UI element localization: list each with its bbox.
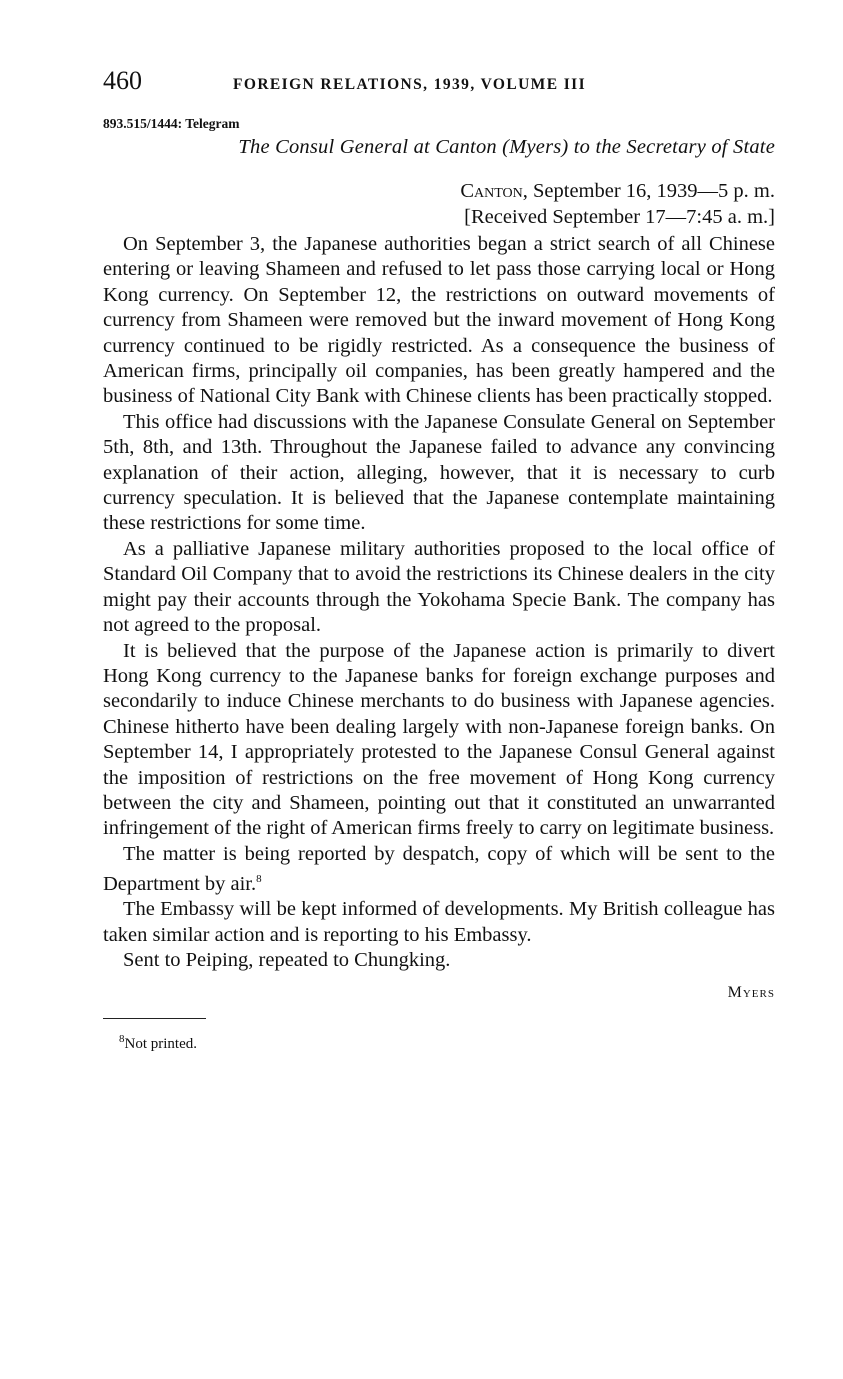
telegram-body	[103, 232, 775, 974]
page-header	[103, 66, 775, 102]
dateline-date: , September 16, 1939—5 p. m.	[522, 180, 775, 202]
document-page	[103, 66, 775, 1053]
document-title: The Consul General at Canton (Myers) to the Secretary of State	[238, 136, 775, 158]
paragraph: On September 3, the Japanese authorities began a strict search of all Chinese entering or leaving Shameen and refused to let pass those carrying local or Hong Kong currency. On September 12, the restrictions on outward movements of currency from Shameen were removed but the inward movement of Hong Kong currency continued to be rigidly restricted. As a consequence the business of American firms, principally oil companies, has been greatly hampered and the business of National City Bank with Chinese clients has been practically stopped.	[103, 233, 775, 408]
paragraph	[103, 842, 775, 898]
file-reference: 893.515/1444: Telegram	[103, 116, 240, 131]
signature: Myers	[727, 983, 775, 1001]
paragraph: Sent to Peiping, repeated to Chungking.	[123, 949, 451, 972]
footnote-number: 8	[119, 1032, 125, 1045]
paragraph: The Embassy will be kept informed of developments. My British colleague has taken similar action and is reporting to his Embassy.	[103, 898, 775, 946]
dateline	[103, 179, 775, 230]
paragraph: As a palliative Japanese military authorities proposed to the local office of Standard Oil Company that to avoid the restrictions its Chinese dealers in the city might pay their accounts through the Yokohama Specie Bank. The company has not agreed to the proposal.	[103, 537, 775, 637]
dateline-place: Canton	[460, 180, 523, 202]
dateline-received: [Received September 17—7:45 a. m.]	[464, 205, 775, 228]
running-head: FOREIGN RELATIONS, 1939, VOLUME III	[233, 76, 586, 93]
footnote	[119, 1033, 775, 1053]
paragraph: It is believed that the purpose of the Japanese action is primarily to divert Hong Kong currency to the Japanese banks for foreign exchange purposes and secondarily to induce Chinese merchants to do business with Japanese agencies. Chinese hitherto have been dealing largely with non-Japanese foreign banks. On September 14, I appropriately protested to the Japanese Consul General against the imposition of restrictions on the free movement of Hong Kong currency between the city and Shameen, pointing out that it constituted an unwarranted infringement of the right of American firms freely to carry on legitimate business.	[103, 639, 775, 840]
footnote-marker: 8	[256, 873, 262, 886]
dateline-sent	[103, 179, 775, 205]
footnote-divider	[103, 1018, 206, 1019]
page-number: 460	[103, 66, 142, 95]
paragraph-text: The matter is being reported by despatch, copy of which will be sent to the Department by air.	[103, 842, 775, 895]
footnote-text: Not printed.	[124, 1035, 197, 1052]
paragraph: This office had discussions with the Japanese Consulate General on September 5th, 8th, and 13th. Throughout the Japanese failed to advance any convincing explanation of their action, alleging, however, that it is necessary to curb currency speculation. It is believed that the Japanese contemplate maintaining these restrictions for some time.	[103, 410, 775, 535]
